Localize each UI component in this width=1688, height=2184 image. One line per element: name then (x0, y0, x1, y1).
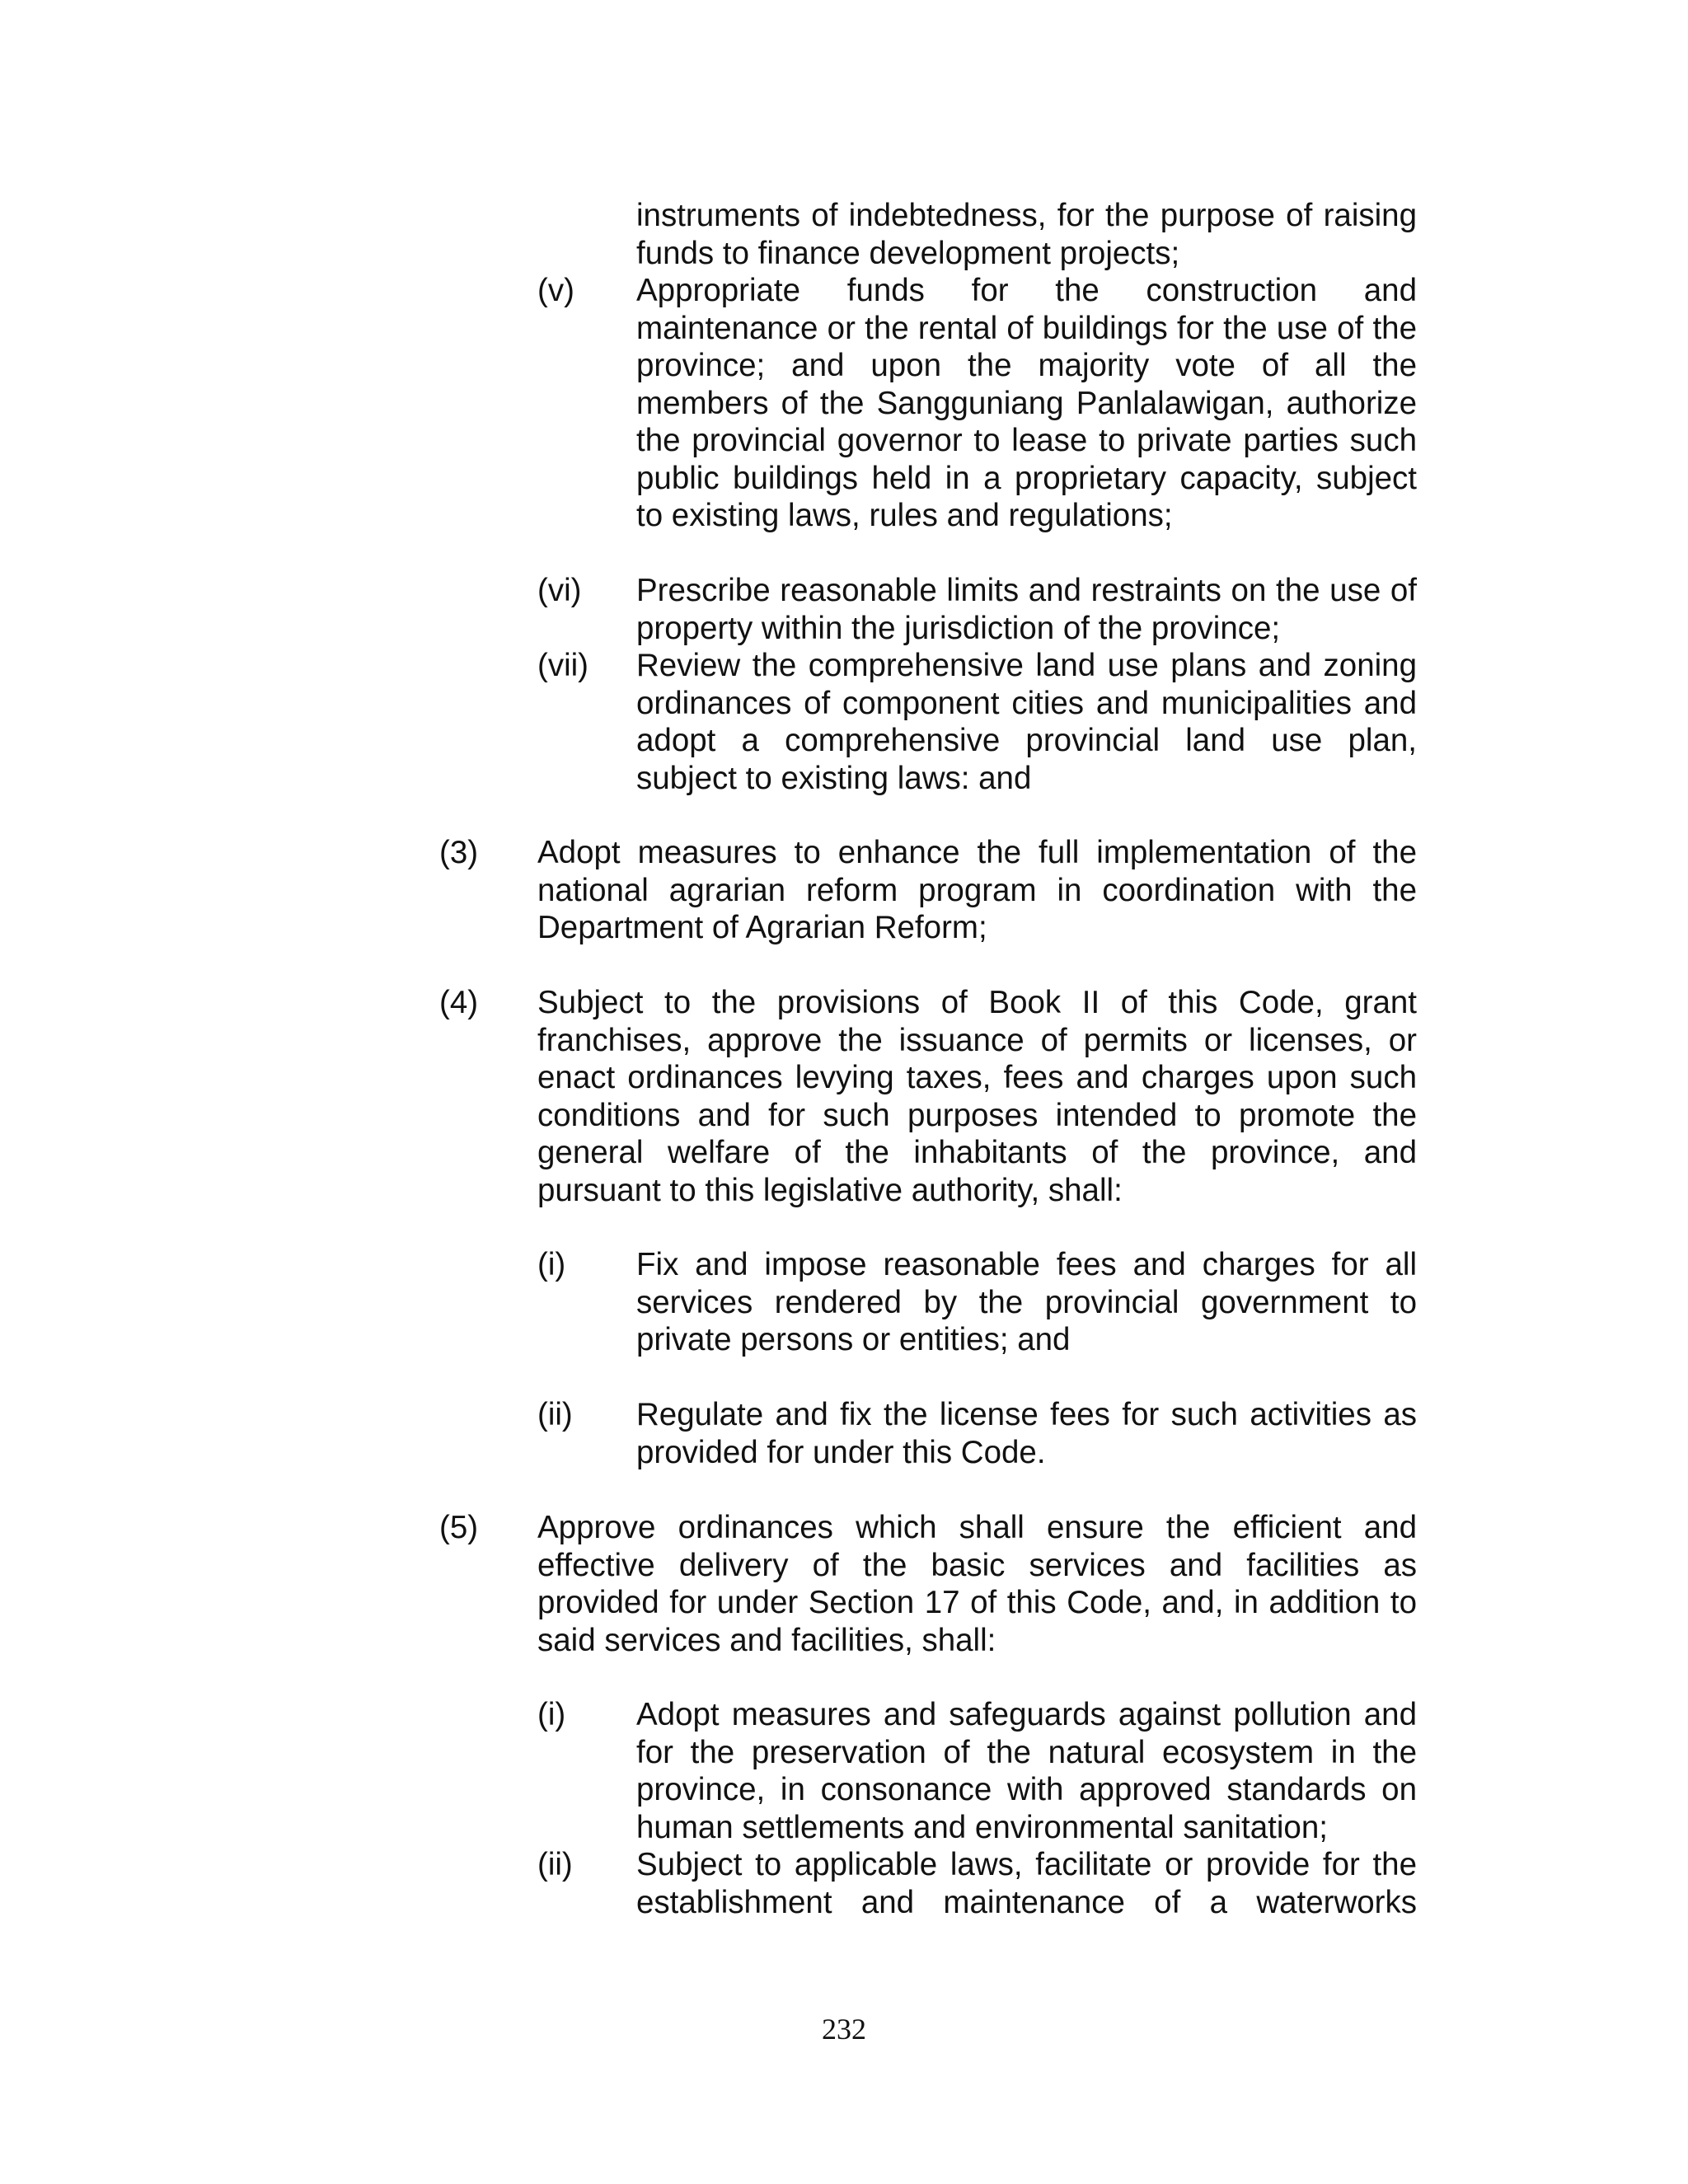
section-label: (4) (439, 985, 479, 1020)
page-number: 232 (822, 2013, 866, 2046)
continuation-paragraph: instruments of indebtedness, for the purpose of raising funds to finance development projects; (636, 198, 1417, 271)
item-label: (i) (537, 1247, 566, 1282)
item-text: Prescribe reasonable limits and restraints on the use of property within the jurisdiction of the province; (636, 573, 1417, 646)
item-text: Appropriate funds for the construction and maintenance or the rental of buildings for the use of the province; and upon the majority vote of all the members of the Sangguniang Panlalawigan, authorize the provincial governor to lease to private parties such public buildings held in a proprietary capacity, subject to existing laws, rules and regulations; (636, 273, 1417, 533)
item-label: (i) (537, 1697, 566, 1732)
item-text: Subject to applicable laws, facilitate or provide for the establishment and maintenance of a waterworks (636, 1847, 1417, 1920)
item-label: (vii) (537, 648, 588, 683)
section-text: Adopt measures to enhance the full implementation of the national agrarian reform program in coordination with the Department of Agrarian Reform; (537, 835, 1417, 945)
item-label: (ii) (537, 1847, 573, 1882)
item-label: (vi) (537, 573, 582, 608)
item-text: Fix and impose reasonable fees and charges for all services rendered by the provincial government to private persons or entities; and (636, 1247, 1417, 1357)
section-label: (3) (439, 835, 479, 870)
item-text: Regulate and fix the license fees for such activities as provided for under this Code. (636, 1397, 1417, 1470)
item-text: Review the comprehensive land use plans and zoning ordinances of component cities and municipalities and adopt a comprehensive provincial land use plan, subject to existing laws: and (636, 648, 1417, 796)
section-text: Subject to the provisions of Book II of this Code, grant franchises, approve the issuance of permits or licenses, or enact ordinances levying taxes, fees and charges upon such conditions and for such purposes intended to promote the general welfare of the inhabitants of the province, and pursuant to this legislative authority, shall: (537, 985, 1417, 1208)
item-label: (v) (537, 273, 574, 308)
item-text: Adopt measures and safeguards against pollution and for the preservation of the natural ecosystem in the province, in consonance with approved standards on human settlements and environmental sanitation; (636, 1697, 1417, 1845)
section-label: (5) (439, 1510, 479, 1545)
section-text: Approve ordinances which shall ensure the efficient and effective delivery of the basic services and facilities as provided for under Section 17 of this Code, and, in addition to said services and facilities, shall: (537, 1510, 1417, 1658)
item-label: (ii) (537, 1397, 573, 1432)
